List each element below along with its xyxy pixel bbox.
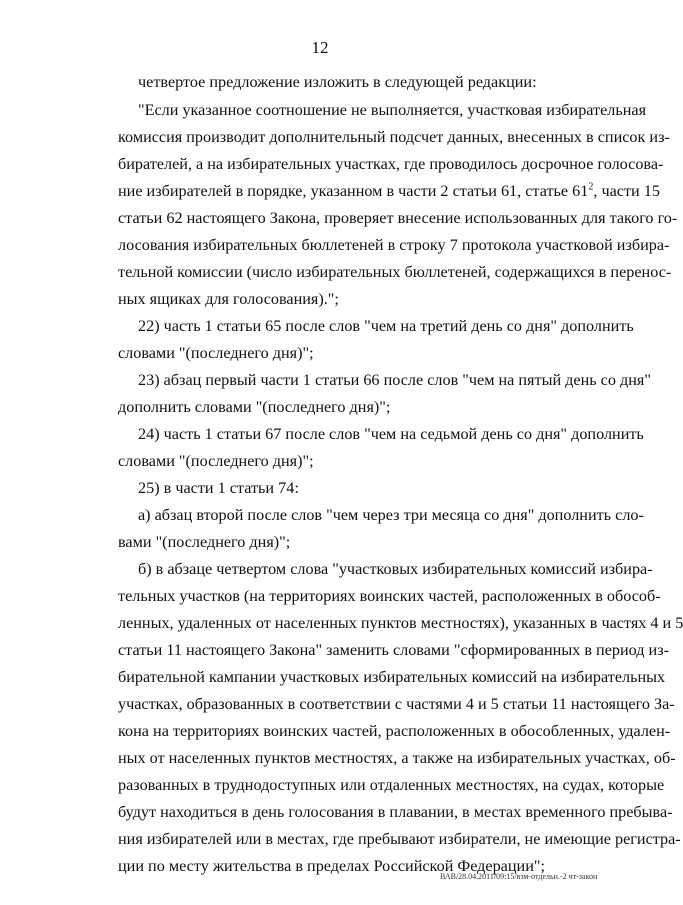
text-line: словами "(последнего дня)"; — [118, 344, 314, 362]
text-line: комиссия производит дополнительный подсчет данных, внесенных в список из- — [118, 128, 670, 146]
text-line: 22) часть 1 статьи 65 после слов "чем на третий день со дня" дополнить — [138, 317, 634, 335]
text-line: словами "(последнего дня)"; — [118, 452, 314, 470]
text-line: статьи 11 настоящего Закона" заменить словами "сформированных в период из- — [118, 641, 669, 659]
text-segment: , части 15 — [593, 182, 660, 200]
footer-stamp: ВАВ/28.04.2011/09:15/взм-отдельн.-2 чт-закон — [440, 872, 598, 881]
text-line: статьи 62 настоящего Закона, проверяет внесение использованных для такого го- — [118, 209, 678, 227]
text-line: тельных участков (на территориях воинских частей, расположенных в обособ- — [118, 587, 661, 605]
text-line: ния избирателей или в местах, где пребывают избиратели, не имеющие регистра- — [118, 830, 681, 848]
text-line: тельной комиссии (число избирательных бюллетеней, содержащихся в перенос- — [118, 263, 672, 281]
text-line: 25) в части 1 статьи 74: — [138, 479, 299, 497]
text-line: ных от населенных пунктов местностях, а также на избирательных участках, об- — [118, 749, 676, 767]
text-line: разованных в труднодоступных или отдаленных местностях, на судах, которые — [118, 776, 665, 794]
superscript: 2 — [588, 181, 594, 193]
page-number: 12 — [311, 38, 329, 57]
text-line: участках, образованных в соответствии с частями 4 и 5 статьи 11 настоящего За- — [118, 695, 675, 713]
text-line: ции по месту жительства в пределах Российской Федерации"; — [118, 857, 545, 875]
text-line: б) в абзаце четвертом слова "участковых избирательных комиссий избира- — [138, 560, 653, 578]
text-line: ленных, удаленных от населенных пунктов местностях), указанных в частях 4 и 5 — [118, 614, 683, 632]
text-line: вами "(последнего дня)"; — [118, 533, 291, 551]
text-line: будут находиться в день голосования в плавании, в местах временного пребыва- — [118, 803, 673, 821]
text-line: 24) часть 1 статьи 67 после слов "чем на седьмой день со дня" дополнить — [138, 425, 644, 443]
text-line — [118, 181, 660, 201]
text-line: а) абзац второй после слов "чем через три месяца со дня" дополнить сло- — [138, 506, 644, 524]
text-line: ных ящиках для голосования)."; — [118, 290, 339, 308]
text-segment: ние избирателей в порядке, указанном в части 2 статьи 61, статье $61^2$ — [118, 181, 594, 200]
text-line: кона на территориях воинских частей, расположенных в обособленных, удален- — [118, 722, 671, 740]
text-line: бирателей, а на избирательных участках, где проводилось досрочное голосова- — [118, 155, 664, 173]
text-line: 23) абзац первый части 1 статьи 66 после слов "чем на пятый день со дня" — [138, 371, 651, 389]
text-line: лосования избирательных бюллетеней в строку 7 протокола участковой избира- — [118, 236, 670, 254]
text-line: "Если указанное соотношение не выполняется, участковая избирательная — [138, 101, 647, 119]
text-line: бирательной кампании участковых избирательных комиссий на избирательных — [118, 668, 666, 686]
text-line: четвертое предложение изложить в следующей редакции: — [138, 73, 537, 91]
text-line: дополнить словами "(последнего дня)"; — [118, 398, 391, 416]
